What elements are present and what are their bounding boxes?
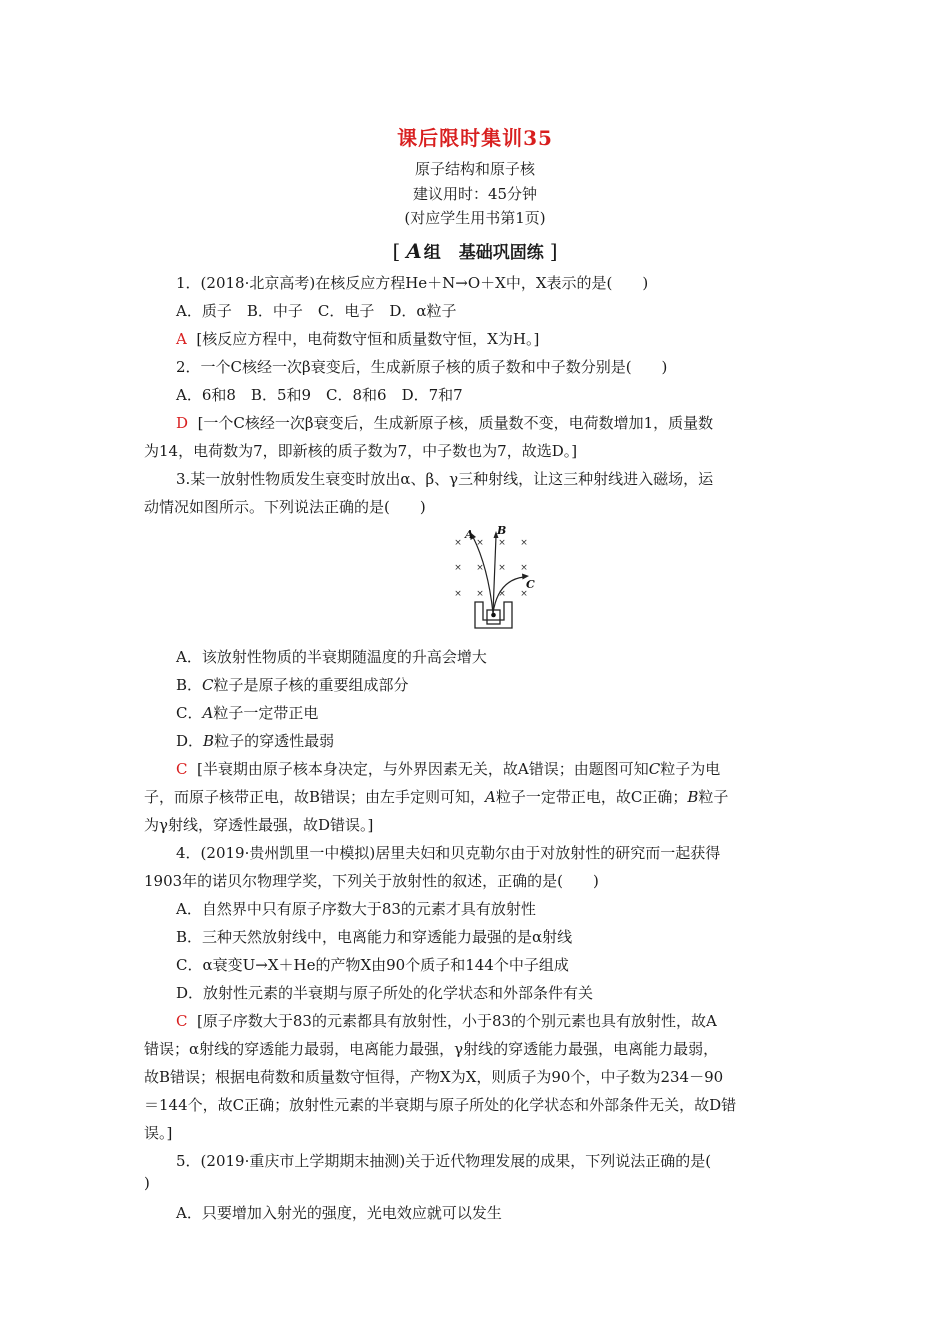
option-prefix: C． bbox=[176, 704, 203, 722]
q3-option-a: A．该放射性物质的半衰期随温度的升高会增大 bbox=[176, 648, 487, 666]
bracket-left: [ bbox=[392, 239, 401, 263]
q4-option-b: B．三种天然放射线中，电离能力和穿透能力最强的是α射线 bbox=[176, 928, 573, 946]
q3-stem-line2: 动情况如图所示。下列说法正确的是( ) bbox=[144, 498, 426, 516]
q2-options: A．6和8 B．5和9 C．8和6 D．7和7 bbox=[176, 386, 463, 404]
particle-letter: B bbox=[687, 788, 699, 806]
group-heading bbox=[0, 238, 950, 263]
q1-answer: A bbox=[176, 330, 187, 348]
explain-text: 粒子一定带正电，故C正确； bbox=[495, 788, 688, 806]
explain-text: 粒子 bbox=[698, 788, 729, 806]
particle-letter: C bbox=[648, 760, 661, 778]
q3-answer: C bbox=[176, 760, 188, 778]
group-name: 基础巩固练 bbox=[458, 243, 544, 263]
q4-answer: C bbox=[176, 1012, 188, 1030]
q4-stem-line1: 4．(2019·贵州凯里一中模拟)居里夫妇和贝克勒尔由于对放射性的研究而一起获得 bbox=[176, 844, 721, 862]
label-b: B bbox=[497, 524, 507, 537]
q1-explain-text: [核反应方程中，电荷数守恒和质量数守恒，X为H。] bbox=[196, 330, 540, 348]
q2-explanation-line2: 为14，电荷数为7，即新核的质子数为7，中子数也为7，故选D。] bbox=[144, 442, 578, 460]
q3-option-b bbox=[176, 674, 409, 695]
field-mark: × bbox=[476, 563, 484, 573]
field-mark: × bbox=[498, 589, 506, 599]
q4-explanation-line2: 错误；α射线的穿透能力最弱，电离能力最强，γ射线的穿透能力最强，电离能力最弱， bbox=[144, 1040, 719, 1058]
q4-option-c: C．α衰变U→X＋He的产物X由90个质子和144个中子组成 bbox=[176, 956, 569, 974]
page-title: 课后限时集训35 bbox=[397, 126, 553, 150]
group-letter: A bbox=[406, 239, 422, 263]
q4-explanation-line4: ＝144个，故C正确；放射性元素的半衰期与原子所处的化学状态和外部条件无关，故D错 bbox=[144, 1096, 737, 1114]
q4-stem-line2: 1903年的诺贝尔物理学奖，下列关于放射性的叙述，正确的是( ) bbox=[144, 872, 599, 890]
q3-stem-line1: 3.某一放射性物质发生衰变时放出α、β、γ三种射线，让这三种射线进入磁场，运 bbox=[176, 470, 714, 488]
q2-explanation-line1 bbox=[176, 412, 713, 433]
q4-explanation-line1 bbox=[176, 1010, 717, 1031]
q1-explanation bbox=[176, 328, 539, 349]
label-c: C bbox=[526, 578, 535, 591]
field-mark: × bbox=[476, 538, 484, 548]
q4-option-d: D．放射性元素的半衰期与原子所处的化学状态和外部条件有关 bbox=[176, 984, 594, 1002]
field-mark: × bbox=[476, 589, 484, 599]
q1-options: A．质子 B．中子 C．电子 D．α粒子 bbox=[176, 302, 457, 320]
book-reference: (对应学生用书第1页) bbox=[404, 209, 546, 227]
q4-explanation-line5: 误。] bbox=[144, 1124, 173, 1142]
group-char: 组 bbox=[423, 243, 441, 263]
field-mark: × bbox=[498, 563, 506, 573]
bracket-right: ] bbox=[549, 239, 558, 263]
field-mark: × bbox=[520, 589, 528, 599]
q4-explanation-line3: 故B错误；根据电荷数和质量数守恒得，产物X为X，则质子为90个，中子数为234－90 bbox=[144, 1068, 724, 1086]
q3-option-c bbox=[176, 702, 318, 723]
explain-text: 子，而原子核带正电，故B错误；由左手定则可知， bbox=[144, 788, 486, 806]
particle-letter: A bbox=[202, 704, 214, 722]
q2-stem: 2．一个C核经一次β衰变后，生成新原子核的质子数和中子数分别是( ) bbox=[176, 358, 668, 376]
option-prefix: D． bbox=[176, 732, 204, 750]
explain-text: 粒子为电 bbox=[660, 760, 721, 778]
q2-answer: D bbox=[176, 414, 189, 432]
q3-option-d bbox=[176, 730, 334, 751]
radiation-magnetic-field-figure bbox=[440, 522, 550, 634]
explain-text: [原子序数大于83的元素都具有放射性，小于83的个别元素也具有放射性，故A bbox=[197, 1012, 717, 1030]
option-text: 粒子是原子核的重要组成部分 bbox=[213, 676, 409, 694]
particle-letter: C bbox=[202, 676, 214, 694]
q3-explanation-line2 bbox=[144, 786, 728, 807]
particle-letter: A bbox=[485, 788, 496, 806]
q1-stem: 1．(2018·北京高考)在核反应方程He＋N→O＋X中，X表示的是( ) bbox=[176, 274, 649, 292]
q3-explanation-line1 bbox=[176, 758, 720, 779]
q5-stem-line2: ) bbox=[144, 1174, 150, 1192]
suggested-time: 建议用时：45分钟 bbox=[412, 185, 538, 203]
field-mark: × bbox=[498, 538, 506, 548]
option-text: 粒子的穿透性最弱 bbox=[214, 732, 335, 750]
field-mark: × bbox=[520, 563, 528, 573]
q5-stem-line1: 5．(2019·重庆市上学期期末抽测)关于近代物理发展的成果，下列说法正确的是( bbox=[176, 1152, 712, 1170]
q5-option-a: A．只要增加入射光的强度，光电效应就可以发生 bbox=[176, 1204, 502, 1222]
field-mark: × bbox=[520, 538, 528, 548]
lesson-subtitle: 原子结构和原子核 bbox=[414, 160, 535, 178]
explain-text: [半衰期由原子核本身决定，与外界因素无关，故A错误；由题图可知 bbox=[197, 760, 649, 778]
q4-option-a: A．自然界中只有原子序数大于83的元素才具有放射性 bbox=[176, 900, 536, 918]
q2-explain-text-1: [一个C核经一次β衰变后，生成新原子核，质量数不变，电荷数增加1，质量数 bbox=[197, 414, 714, 432]
field-mark: × bbox=[454, 589, 462, 599]
option-prefix: B． bbox=[176, 676, 203, 694]
option-text: 粒子一定带正电 bbox=[213, 704, 319, 722]
field-mark: × bbox=[454, 563, 462, 573]
label-a: A bbox=[465, 528, 474, 541]
field-mark: × bbox=[454, 538, 462, 548]
q3-explanation-line3: 为γ射线，穿透性最强，故D错误。] bbox=[144, 816, 374, 834]
particle-letter: B bbox=[203, 732, 215, 750]
radioactive-source bbox=[491, 613, 496, 618]
